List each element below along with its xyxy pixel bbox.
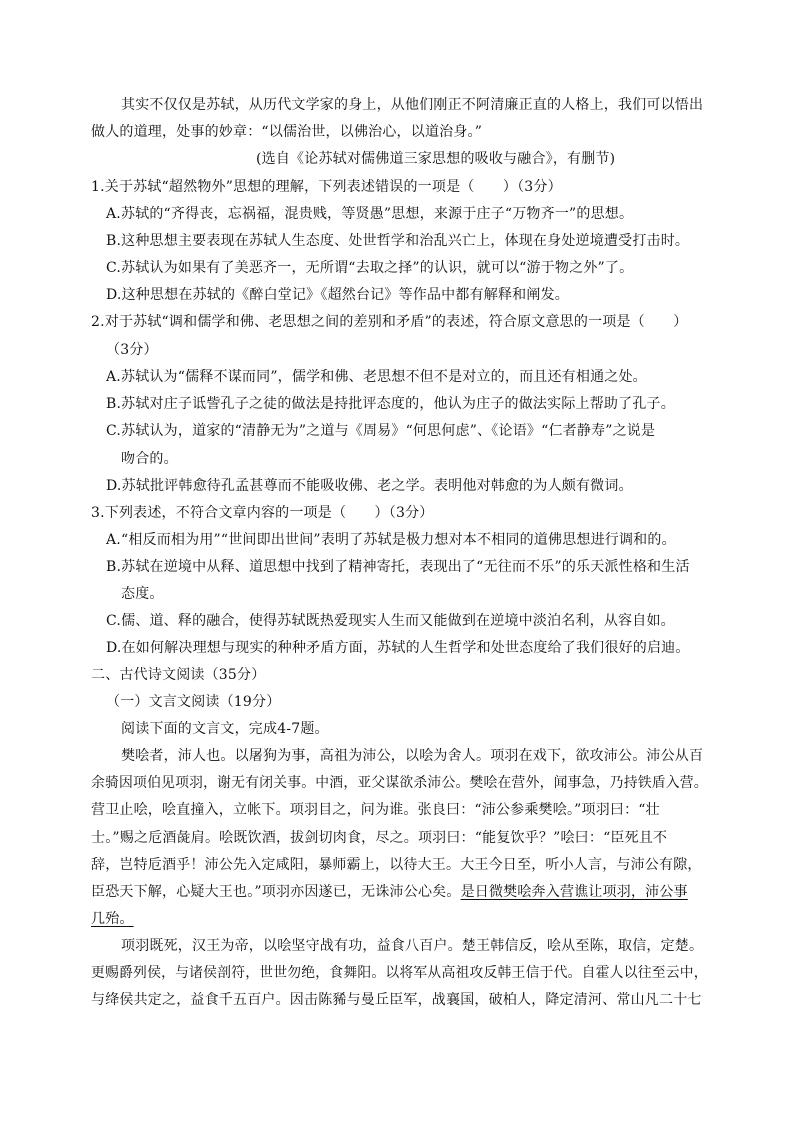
q3-option-b: B.苏轼在逆境中从释、道思想中找到了精神寄托，表现出了“无往而不乐”的乐天派性格和生活 [106,559,690,575]
question-3: 3.下列表述，不符合文章内容的一项是（ ）（3分） [91,505,434,521]
q2-option-a: A.苏轼认为“儒释不谋而同”，儒学和佛、老思想不但不是对立的，而且还有相通之处。 [106,369,647,385]
q3-option-a: A.“相反而相为用”“世间即出世间”表明了苏轼是极力想对本不相同的道佛思想进行调和的。 [106,532,676,548]
reading-instruction: 阅读下面的文言文，完成4-7题。 [121,721,329,737]
underlined-sentence: 是日微樊哙奔入营谯让项羽，沛公事 [460,884,688,900]
passage-line: 项羽既死，汉王为帝，以哙坚守战有功，益食八百户。楚王韩信反，哙从至陈，取信，定楚。 [121,938,704,954]
q2-option-d: D.苏轼批评韩愈待孔孟甚尊而不能吸收佛、老之学。表明他对韩愈的为人颇有微词。 [106,478,633,494]
text-line: 其实不仅仅是苏轼，从历代文学家的身上，从他们刚正不阿清廉正直的人格上，我们可以悟出 [121,97,704,113]
q1-option-d: D.这种思想在苏轼的《醉白堂记》《超然台记》等作品中都有解释和阐发。 [106,287,569,303]
q1-option-b: B.这种思想主要表现在苏轼人生态度、处世哲学和治乱兴亡上，体现在身处逆境遭受打击时。 [106,233,690,249]
passage-line: 与绛侯共定之，益食千五百户。因击陈豨与曼丘臣军，战襄国，破柏人，降定清河、常山凡二十七 [91,992,702,1008]
question-1: 1.关于苏轼“超然物外”思想的理解，下列表述错误的一项是（ ）（3分） [91,179,562,195]
q1-option-c: C.苏轼认为如果有了美恶齐一，无所谓“去取之择”的认识，就可以“游于物之外”了。 [106,260,634,276]
passage-line: 余骑因项伯见项羽，谢无有闭关事。中酒，亚父谋欲杀沛公。樊哙在营外，闻事急，乃持铁盾入营。 [91,775,708,791]
q2-option-b: B.苏轼对庄子诋訾孔子之徒的做法是持批评态度的，他认为庄子的做法实际上帮助了孔子。 [106,396,675,412]
q3-option-b-cont: 态度。 [121,586,164,602]
underlined-sentence-cont: 几殆。 [91,911,134,927]
q2-option-c-cont: 吻合的。 [121,451,178,467]
question-2: 2.对于苏轼“调和儒学和佛、老思想之间的差别和矛盾”的表述，符合原文意思的一项是（ ） [91,314,688,330]
section-heading: 二、古代诗文阅读（35分） [91,667,266,683]
passage-line [91,882,688,902]
q2-option-c: C.苏轼认为，道家的“清静无为”之道与《周易》“何思何虑”、《论语》“仁者静寿”之说是 [106,423,656,439]
subsection-heading: （一）文言文阅读（19分） [106,694,281,710]
passage-line: 樊哙者，沛人也。以屠狗为事，高祖为沛公，以哙为舍人。项羽在戏下，欲攻沛公。沛公从百 [121,748,704,764]
passage-line: 营卫止哙，哙直撞入，立帐下。项羽目之，问为谁。张良曰：“沛公参乘樊哙。”项羽曰：“壮 [91,802,660,818]
passage-line: 更赐爵列侯，与诸侯剖符，世世勿绝，食舞阳。以将军从高祖攻反韩王信于代。自霍人以往至云中， [91,965,708,981]
passage-line: 士。”赐之卮酒彘肩。哙既饮酒，拔剑切肉食，尽之。项羽曰：“能复饮乎？”哙曰：“臣死且不 [91,830,668,846]
passage-text: 臣恐天下解，心疑大王也。”项羽亦因遂已，无诛沛公心矣。 [91,884,461,900]
q3-option-d: D.在如何解决理想与现实的种种矛盾方面，苏轼的人生哲学和处世态度给了我们很好的启迪。 [106,640,690,656]
question-2-score: （3分） [106,342,158,358]
text-line: 做人的道理，处事的妙章：“以儒治世，以佛治心，以道治身。” [91,124,483,140]
passage-line: 辞，岂特卮酒乎！沛公先入定咸阳，暴师霸上，以待大王。大王今日至，听小人言，与沛公有隙， [91,857,702,873]
q1-option-a: A.苏轼的“齐得丧，忘祸福，混贵贱，等贤愚”思想，来源于庄子“万物齐一”的思想。 [106,206,634,222]
citation-line: (选自《论苏轼对儒佛道三家思想的吸收与融合》，有删节) [256,151,616,167]
q3-option-c: C.儒、道、释的融合，使得苏轼既热爱现实人生而又能做到在逆境中淡泊名利，从容自如。 [106,613,675,629]
